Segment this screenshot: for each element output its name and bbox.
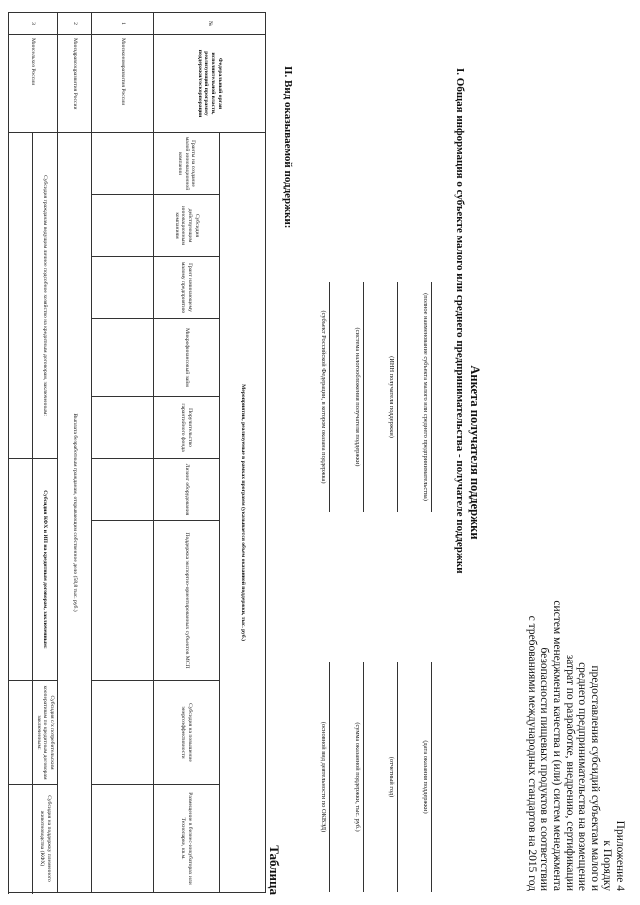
subheader-cell: Поручительство гарантийного фонда — [154, 397, 220, 459]
field-caption: (основной вид деятельности по ОКВЭД) — [320, 721, 327, 833]
table-row — [9, 13, 33, 893]
input-cell[interactable] — [92, 681, 154, 785]
field-tax-system[interactable] — [354, 282, 376, 512]
input-cell[interactable] — [92, 195, 154, 257]
input-cell[interactable] — [92, 133, 154, 195]
appendix-note — [525, 471, 626, 891]
input-cell[interactable] — [9, 785, 33, 893]
field-line — [363, 662, 376, 892]
input-cell[interactable] — [92, 257, 154, 319]
field-caption: (дата оказания поддержки) — [422, 740, 429, 814]
row-num: 3 — [9, 13, 58, 35]
input-cell[interactable] — [92, 521, 154, 681]
appendix-line: безопасности пищевых продуктов в соответствии — [538, 647, 551, 891]
table-row — [33, 13, 58, 893]
row-merged-text: Субсидия КФХ и ИП на кредитным договорам, заключенным: — [33, 459, 58, 681]
field-support-date[interactable] — [422, 662, 444, 892]
appendix-line: предоставления субсидий субъектам малого и — [588, 665, 601, 891]
input-cell[interactable] — [9, 681, 33, 785]
appendix-line: с требованиями международных стандартов на 2015 год — [525, 615, 538, 891]
table-label: Таблица — [267, 845, 282, 895]
input-cell[interactable] — [9, 459, 33, 681]
row-merged-text: Субсидия с/х потребительским кооперативам по кредитным договорам заключенным: — [33, 681, 58, 785]
subheader-cell: Гранты на создание малой инновационной компании — [154, 133, 220, 195]
subheader-cell: Грант начинающему малому предприятию — [154, 257, 220, 319]
input-cell[interactable] — [92, 459, 154, 521]
input-cell[interactable] — [9, 133, 33, 459]
field-caption: (отчетный год) — [388, 756, 395, 798]
subheader-cell: Субсидия на повышение энергоэффективности — [154, 681, 220, 785]
field-caption: (система налогообложения получателя поддержки) — [354, 327, 361, 467]
table-row — [92, 13, 154, 893]
header-num: № — [154, 13, 266, 35]
row-merged-text: Субсидия гражданам ведущим личное подсобное хозяйство на кредитным договорам, заключенным: — [33, 133, 58, 459]
field-line — [431, 282, 444, 512]
field-region[interactable] — [320, 282, 342, 512]
row-merged-text: Субсидия на поддержку племенного животноводства (КФХ) — [33, 785, 58, 893]
field-company-name[interactable] — [422, 282, 444, 512]
row-organ: Минздравсоцразвития России — [58, 35, 92, 133]
row-num: 1 — [92, 13, 154, 35]
subheader-cell: Микрофинансовый займ — [154, 319, 220, 397]
field-caption: (полное наименование субъекта малого или среднего предпринимательства) — [422, 293, 429, 501]
section-one-title: I. Общая информация о субъекте малого или среднего предпринимательства - получателе поддержки — [454, 68, 466, 574]
field-caption: (сумма оказанной поддержки, тыс. руб.) — [354, 722, 361, 832]
appendix-line: к Порядку — [601, 840, 614, 891]
field-caption: (субъект Российской Федерации, в котором оказана поддержка) — [320, 310, 327, 484]
field-caption: (ИНН получателя поддержки) — [388, 356, 395, 438]
input-cell[interactable] — [92, 785, 154, 893]
input-cell[interactable] — [92, 319, 154, 397]
subheader-cell: Размещение в бизнес-инкубаторах или Технопарке, кв.м. — [154, 785, 220, 893]
section-two-title: II. Вид оказываемой поддержки: — [282, 66, 294, 229]
support-table — [8, 12, 266, 893]
field-line — [363, 282, 376, 512]
appendix-line: Приложение 4 — [614, 820, 626, 891]
appendix-line: систем менеджмента качества и (или) систем менеджмента — [551, 600, 564, 891]
field-line — [431, 662, 444, 892]
subheader-cell: Поддержка экспортно-ориентированных субъектов МСП — [154, 521, 220, 681]
field-line — [329, 282, 342, 512]
subheader-cell: Субсидия действующим инновационным компаниям — [154, 195, 220, 257]
subheader-cell: Лизинг оборудования — [154, 459, 220, 521]
field-support-amount[interactable] — [354, 662, 376, 892]
field-okved[interactable] — [320, 662, 342, 892]
header-measures: Мероприятия, реализуемые в рамках программ (указывается объем оказанной поддержки, тыс. руб.) — [220, 133, 266, 893]
appendix-line: затрат по разработке, внедрению, сертификации — [563, 654, 576, 891]
field-line — [397, 662, 410, 892]
input-cell[interactable] — [92, 397, 154, 459]
row-organ: Минэкономразвития России — [92, 35, 154, 133]
table-subheader-row — [154, 13, 220, 893]
table-row — [58, 13, 92, 893]
field-line — [397, 282, 410, 512]
row-merged-text: Выплата безработным гражданам, открывающим собственное дело (58,8 тыс. руб.) — [58, 133, 92, 893]
row-num: 2 — [58, 13, 92, 35]
form-title: Анкета получателя поддержки — [468, 365, 482, 540]
row-organ: Минсельхоз России — [9, 35, 58, 133]
field-report-year[interactable] — [388, 662, 410, 892]
appendix-line: среднего предпринимательства на возмещение — [576, 662, 589, 891]
field-inn[interactable] — [388, 282, 410, 512]
header-organ: Федеральный орган исполнительной власти, реализующий программу поддержки/госкорпорации — [154, 35, 266, 133]
field-line — [329, 662, 342, 892]
table-header-row — [220, 13, 266, 893]
